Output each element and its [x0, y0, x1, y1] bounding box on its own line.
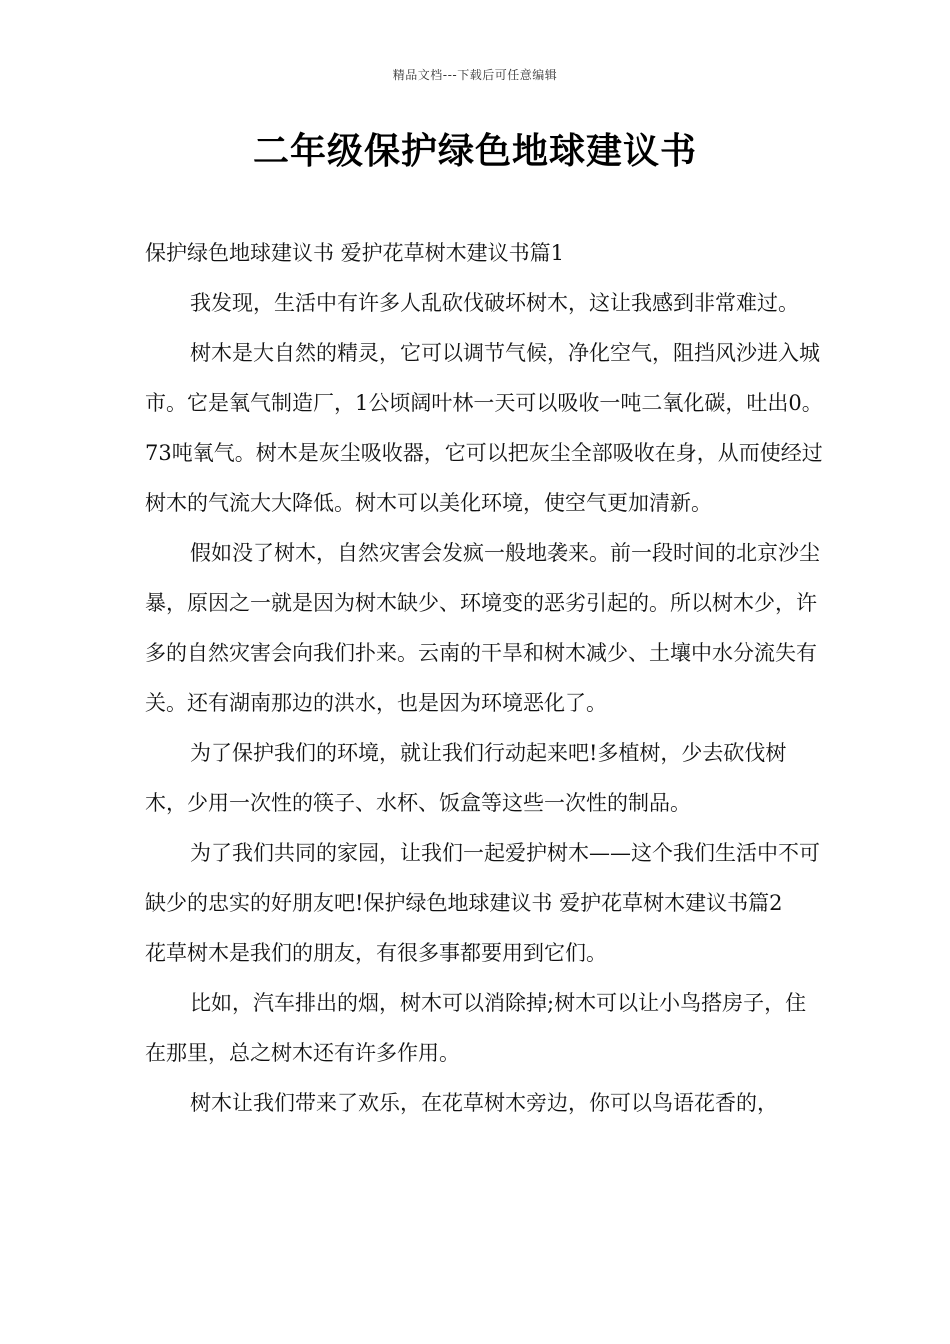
paragraph: 树木让我们带来了欢乐，在花草树木旁边，你可以鸟语花香的， [190, 1091, 778, 1115]
paragraph: 假如没了树木，自然灾害会发疯一般地袭来。前一段时间的北京沙尘暴，原因之一就是因为树木缺少、环境变的恶劣引起的。所以树木少，许多的自然灾害会向我们扑来。云南的干旱和树木减少、土壤中水分流失有关。还有湖南那边的洪水，也是因为环境恶化了。 [145, 541, 820, 715]
document-title: 二年级保护绿色地球建议书 [252, 131, 697, 172]
document-body [145, 228, 825, 1128]
section-heading: 保护绿色地球建议书 爱护花草树木建议书篇1 [145, 241, 565, 265]
paragraph: 我发现，生活中有许多人乱砍伐破坏树木，这让我感到非常难过。 [190, 291, 799, 315]
paragraph: 为了保护我们的环境，就让我们行动起来吧!多植树，少去砍伐树木，少用一次性的筷子、水杯、饭盒等这些一次性的制品。 [145, 741, 787, 815]
paragraph: 树木是大自然的精灵，它可以调节气候，净化空气，阻挡风沙进入城市。它是氧气制造厂，1公顷阔叶林一天可以吸收一吨二氧化碳，吐出0。73吨氧气。树木是灰尘吸收器，它可以把灰尘全部吸收在身，从而使经过树木的气流大大降低。树木可以美化环境，使空气更加清新。 [145, 341, 823, 515]
paragraph: 比如，汽车排出的烟，树木可以消除掉;树木可以让小鸟搭房子，住在那里，总之树木还有许多作用。 [145, 991, 807, 1065]
paragraph: 为了我们共同的家园，让我们一起爱护树木——这个我们生活中不可缺少的忠实的好朋友吧!保护绿色地球建议书 爱护花草树木建议书篇2 花草树木是我们的朋友，有很多事都要用到它们。 [145, 841, 825, 965]
header-note: 精品文档---下载后可任意编辑 [392, 68, 558, 82]
